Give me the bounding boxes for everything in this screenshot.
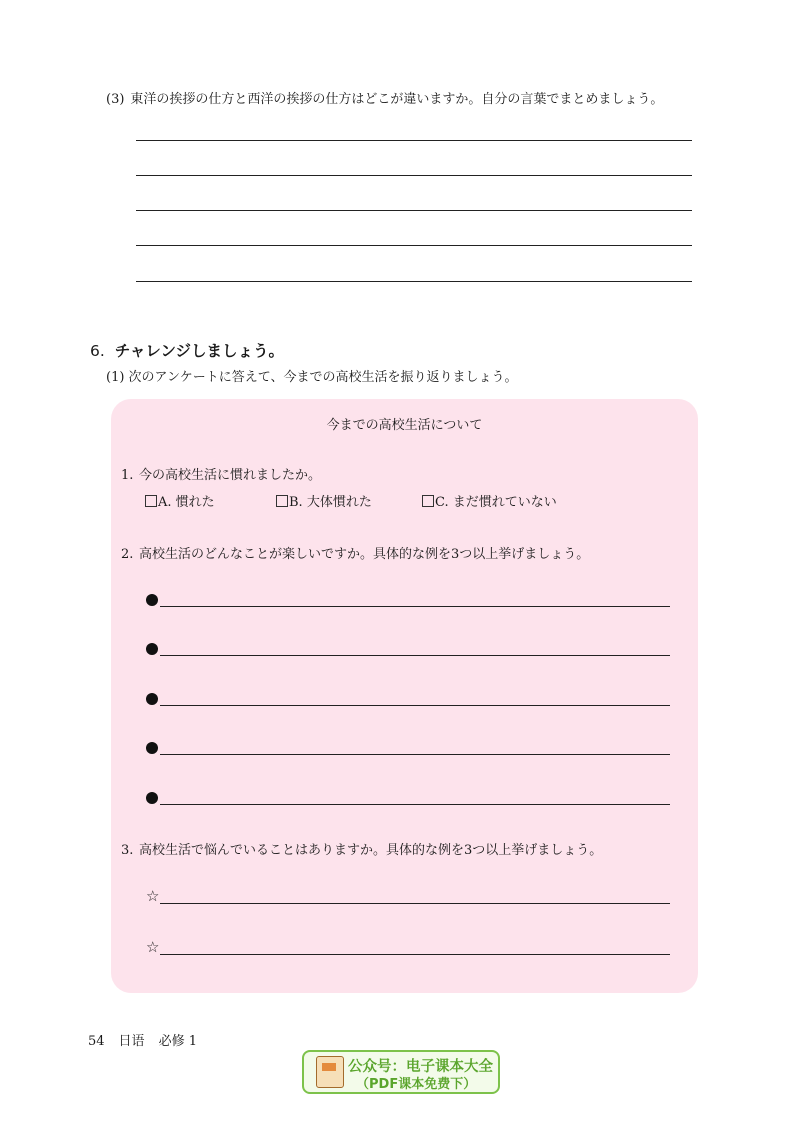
star-answer-row[interactable]: [146, 887, 670, 907]
star-answer-row[interactable]: [146, 938, 670, 958]
section-6-subquestion-1: (1) 次のアンケートに答えて、今までの高校生活を振り返りましょう。: [106, 370, 518, 385]
section-6-number: 6.: [90, 342, 105, 360]
answer-line[interactable]: [160, 754, 670, 755]
checkbox-icon[interactable]: [422, 495, 434, 507]
option-c-label: C. まだ慣れていない: [435, 495, 557, 510]
survey-item-3-number: 3.: [121, 843, 134, 858]
answer-line[interactable]: [160, 954, 670, 955]
bullet-icon: [146, 643, 158, 655]
survey-item-2-number: 2.: [121, 547, 134, 562]
watermark-line-1: 公众号：电子课本大全: [348, 1059, 493, 1075]
survey-item-1: [121, 464, 321, 483]
bullet-answer-row[interactable]: [146, 643, 670, 659]
option-b[interactable]: [276, 491, 372, 510]
section-6-heading: [90, 339, 284, 361]
watermark-stamp: [302, 1050, 500, 1094]
bullet-answer-row[interactable]: [146, 742, 670, 758]
checkbox-icon[interactable]: [145, 495, 157, 507]
answer-line[interactable]: [136, 245, 692, 246]
answer-line[interactable]: [160, 655, 670, 656]
survey-item-3-text: 高校生活で悩んでいることはありますか。具体的な例を3つ以上挙げましょう。: [139, 843, 603, 858]
page-number: 54: [88, 1034, 105, 1049]
question-3: [106, 88, 663, 107]
answer-line[interactable]: [160, 804, 670, 805]
question-3-number: (3): [106, 92, 125, 107]
bullet-answer-row[interactable]: [146, 792, 670, 808]
survey-item-2: [121, 543, 589, 562]
option-b-label: B. 大体慣れた: [289, 495, 372, 510]
option-a[interactable]: [145, 491, 215, 510]
answer-line[interactable]: [136, 175, 692, 176]
star-icon: ☆: [146, 887, 160, 905]
page-footer: [88, 1030, 211, 1049]
bullet-icon: [146, 742, 158, 754]
watermark-line-2: （PDF课本免费下）: [356, 1077, 477, 1092]
bullet-answer-row[interactable]: [146, 693, 670, 709]
question-3-text: 東洋の挨拶の仕方と西洋の挨拶の仕方はどこが違いますか。自分の言葉でまとめましょう。: [130, 92, 664, 107]
checkbox-icon[interactable]: [276, 495, 288, 507]
answer-line[interactable]: [136, 210, 692, 211]
survey-item-2-text: 高校生活のどんなことが楽しいですか。具体的な例を3つ以上挙げましょう。: [139, 547, 590, 562]
bullet-icon: [146, 693, 158, 705]
answer-line[interactable]: [160, 705, 670, 706]
bullet-icon: [146, 792, 158, 804]
answer-line[interactable]: [136, 281, 692, 282]
book-volume: 必修 1: [158, 1034, 197, 1049]
survey-item-3: [121, 839, 602, 858]
answer-line[interactable]: [160, 606, 670, 607]
bullet-answer-row[interactable]: [146, 594, 670, 610]
book-title: 日语: [118, 1034, 145, 1049]
section-6-title: チャレンジしましょう。: [114, 342, 285, 360]
star-icon: ☆: [146, 938, 160, 956]
survey-item-1-text: 今の高校生活に慣れましたか。: [139, 468, 322, 483]
answer-line[interactable]: [136, 140, 692, 141]
bullet-icon: [146, 594, 158, 606]
option-c[interactable]: [422, 491, 557, 510]
option-a-label: A. 慣れた: [158, 495, 215, 510]
book-icon: [316, 1056, 344, 1088]
answer-line[interactable]: [160, 903, 670, 904]
survey-item-1-number: 1.: [121, 468, 134, 483]
survey-title: 今までの高校生活について: [326, 418, 483, 433]
